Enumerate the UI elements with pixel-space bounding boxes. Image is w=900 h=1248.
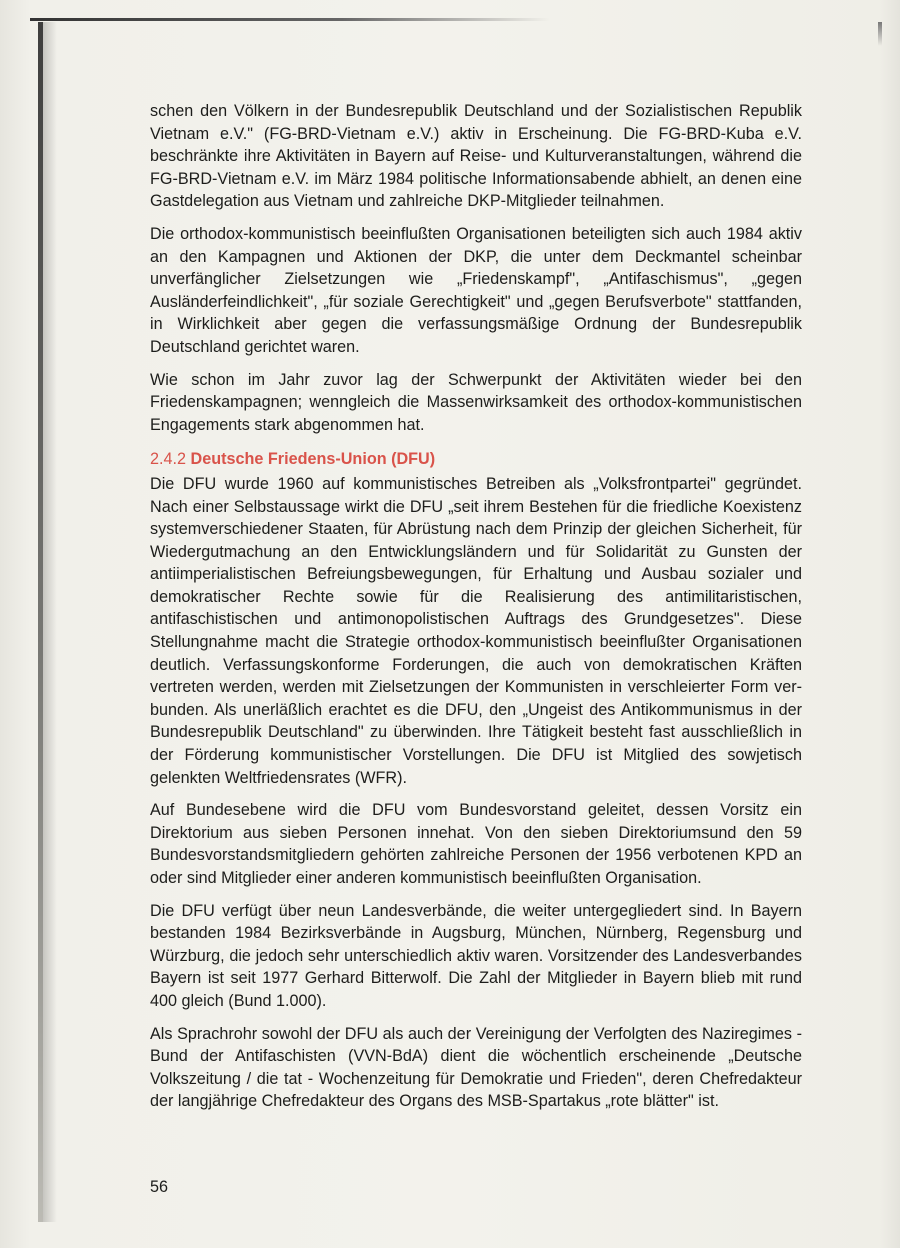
- page-number: 56: [150, 1178, 169, 1196]
- section-number: 2.4.2: [150, 450, 187, 469]
- corner-scan-mark: [878, 22, 882, 46]
- body-text: [150, 100, 802, 1123]
- section-title: Deutsche Friedens-Union (DFU): [190, 450, 436, 469]
- paragraph: Auf Bundesebene wird die DFU vom Bundesvorstand geleitet, dessen Vorsitz ein Direktorium aus sieben Personen innehat. Von den sieben Direktoriumsund den 59 Bundesvorstandsmitgliedern gehörten zahlreiche Personen der 1956 verbotenen KPD an oder sind Mitglieder einer anderen kommunistisch beeinflußten Organisation.: [150, 801, 802, 887]
- paragraph: Die orthodox-kommunistisch beeinflußten Organisationen beteiligten sich auch 1984 aktiv an den Kampagnen und Aktionen der DKP, die unter dem Deckmantel scheinbar unverfänglicher Zielsetzungen wie „Friedenskampf", „Antifaschismus", „gegen Ausländerfeindlichkeit", „für soziale Gerechtigkeit" und „gegen Berufsverbote" stattfanden, in Wirklichkeit aber gegen die verfassungsmäßige Ordnung der Bundesrepublik Deutschland gerichtet waren.: [150, 224, 802, 356]
- top-edge-rule: [30, 18, 550, 21]
- paragraph: Wie schon im Jahr zuvor lag der Schwerpunkt der Aktivitäten wieder bei den Friedenskampagnen; wenngleich die Massenwirksamkeit des orthodox-kommunistischen Engagements stark abgenommen hat.: [150, 370, 802, 434]
- paragraph: Die DFU verfügt über neun Landesverbände, die weiter untergegliedert sind. In Bayern bestanden 1984 Bezirksverbände in Augsburg, München, Nürnberg, Regensburg und Würzburg, die jedoch sehr unterschiedlich aktiv waren. Vorsitzender des Landesverbandes Bayern ist seit 1977 Gerhard Bitterwolf. Die Zahl der Mitglieder in Bayern blieb mit rund 400 gleich (Bund 1.000).: [150, 901, 802, 1010]
- binding-shadow: [43, 22, 57, 1222]
- section-heading: [150, 448, 802, 471]
- paragraph: Die DFU wurde 1960 auf kommunistisches Betreiben als „Volksfrontpartei" gegründet. Nach einer Selbstaussage wirkt die DFU „seit ihrem Bestehen für die friedliche Koexistenz systemverschiedener Staaten, für Abrüstung nach dem Prinzip der gleichen Sicherheit, für Wiedergutmachung an den Entwicklungsländern und für Solidarität zu Gunsten der antiimperialistischen Befreiungsbewegungen, für Erhaltung und Ausbau sozialer und demokratischer Rechte sowie für die Realisierung des antimilitaristischen, antifaschistischen und antimonopolistischen Auftrags des Grundgesetzes". Diese Stellungnahme macht die Strategie orthodox-kommunistisch beeinflußter Organisationen deutlich. Verfassungskonforme Forderungen, die auch von demokratischen Kräften vertreten werden, werden mit Zielsetzungen der Kommunisten in verschleierter Form verbunden. Als unerläßlich erachtet es die DFU, den „Ungeist des Antikommunismus in der Bundesrepublik Deutschland" zu überwinden. Ihre Tätigkeit besteht fast ausschließlich in der Förderung kommunistischer Vorstellungen. Die DFU ist Mitglied des sowjetisch gelenkten Weltfriedensrates (WFR).: [150, 474, 802, 787]
- paragraph: schen den Völkern in der Bundesrepublik Deutschland und der Sozialistischen Republik Vietnam e.V." (FG-BRD-Vietnam e.V.) aktiv in Erscheinung. Die FG-BRD-Kuba e.V. beschränkte ihre Aktivitäten in Bayern auf Reise- und Kulturveranstaltungen, während die FG-BRD-Vietnam e.V. im März 1984 politische Informationsabende abhielt, an denen eine Gastdelegation aus Vietnam und zahlreiche DKP-Mitglieder teilnahmen.: [150, 102, 802, 211]
- paragraph: Als Sprachrohr sowohl der DFU als auch der Vereinigung der Verfolgten des Naziregimes - Bund der Antifaschisten (VVN-BdA) dient die wöchentlich erscheinende „Deutsche Volkszeitung / die tat - Wochenzeitung für Demokratie und Frieden", deren Chefredakteur der langjährige Chefredakteur des Organs des MSB-Spartakus „rote blätter" ist.: [150, 1024, 802, 1111]
